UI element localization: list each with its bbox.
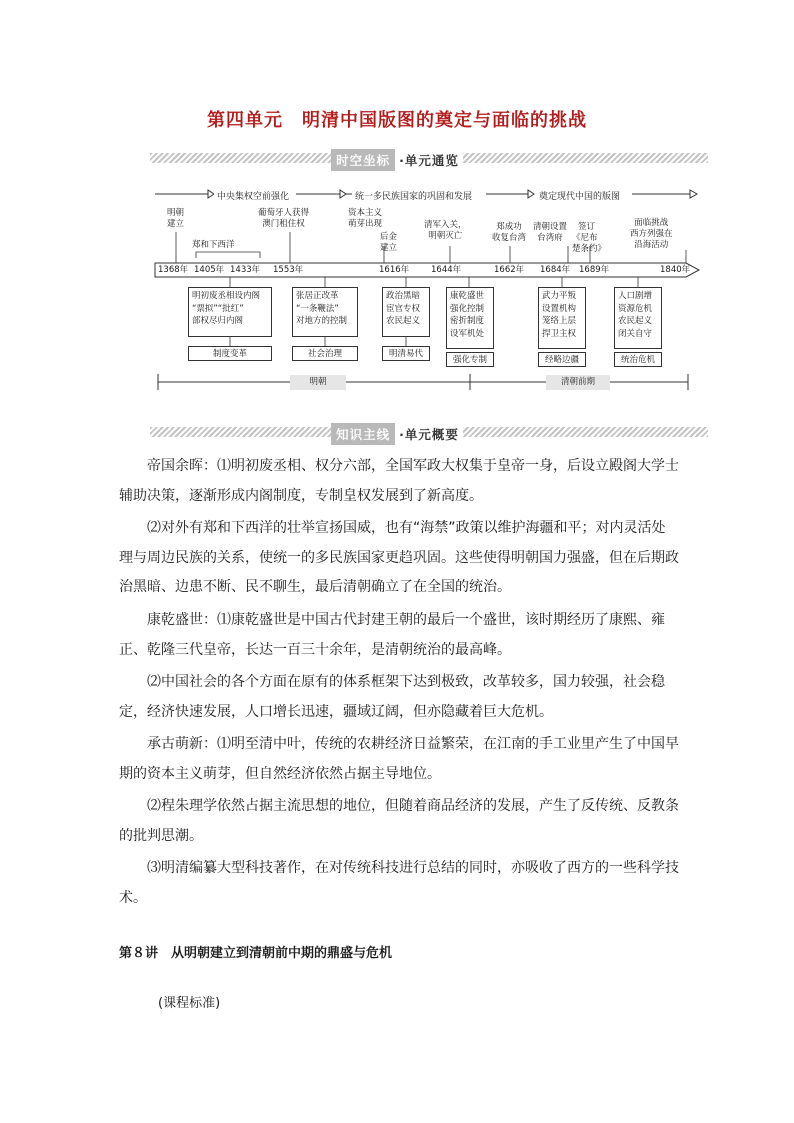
- paragraph-kangqian-2: ⑵中国社会的各个方面在原有的体系框架下达到极致，改革较多，国力较强，社会稳定，经济快速发展，人口增长迅速，疆域辽阔，但亦隐藏着巨大危机。: [119, 674, 665, 720]
- phase-label-3: 奠定现代中国的版图: [536, 189, 623, 202]
- event-nerchinsk: 《尼布 楚条约》: [572, 233, 607, 254]
- section-subtitle: ·单元通览: [395, 149, 463, 171]
- year-label: 1405年: [194, 265, 225, 275]
- phase-arrow-2: [486, 190, 534, 198]
- feature-box-governance: 张居正改革 “一条鞭法” 对地方的控制: [292, 287, 358, 337]
- event-challenges: 面临挑战 西方列强在 沿海活动: [630, 218, 673, 250]
- paragraph-kangqian-1: 康乾盛世：⑴康乾盛世是中国古代封建王朝的最后一个盛世，该时期经历了康熙、雍正、乾隆三代皇帝，长达一百三十余年，是清朝统治的最高峰。: [119, 612, 665, 658]
- event-zhenghe: 郑和下西洋: [192, 240, 235, 250]
- section-heading-summary: [0, 423, 794, 445]
- feature-box-reform: 明初废丞相设内阁 “票拟”“批红” 部权尽归内阁: [188, 287, 272, 337]
- event-ming-founded: 明朝 建立: [167, 208, 185, 229]
- year-label: 1433年: [230, 265, 261, 275]
- section-tag: 知识主线: [331, 423, 395, 445]
- paragraph-heritage-1: 承古萌新：⑴明至清中叶，传统的农耕经济日益繁荣，在江南的手工业里产生了中国早期的资本主义萌芽，但自然经济依然占据主导地位。: [119, 736, 679, 782]
- year-label: 1840年: [660, 265, 691, 275]
- era-early-qing: 清朝前期: [546, 375, 610, 390]
- phase-label-1: 中央集权空前强化: [214, 189, 292, 202]
- event-later-jin: 后金 建立: [380, 232, 398, 253]
- category-governance: 社会治理: [292, 346, 358, 361]
- feature-box-autocracy: 康乾盛世 强化控制 密折制度 设军机处: [446, 287, 494, 349]
- event-portuguese: 葡萄牙人获得 澳门租住权: [258, 208, 310, 229]
- event-taiwan-fu: 清朝设置 台湾府: [533, 222, 568, 243]
- course-standard-label: (课程标准): [158, 996, 221, 1011]
- paragraph-heritage-3: ⑶明清编纂大型科技著作，在对传统科技进行总结的同时，亦吸收了西方的一些科学技术。: [119, 860, 679, 906]
- year-label: 1684年: [540, 265, 571, 275]
- event-zheng: 郑成功 收复台湾: [492, 222, 527, 243]
- phase-arrow-3: [632, 190, 697, 198]
- category-frontier: 经略边疆: [538, 352, 586, 367]
- category-transition: 明清易代: [382, 346, 430, 361]
- paragraph-imperial-twilight-1: 帝国余晖：⑴明初废丞相、权分六部，全国军政大权集于皇帝一身，后设立殿阁大学士辅助决策，逐渐形成内阁制度，专制皇权发展到了新高度。: [119, 458, 679, 504]
- year-label: 1553年: [273, 265, 304, 275]
- unit-title: 第四单元 明清中国版图的奠定与面临的挑战: [207, 110, 587, 131]
- phase-arrow-1b: [296, 190, 346, 198]
- feature-box-transition: 政治黑暗 宦官专权 农民起义: [382, 287, 430, 337]
- paragraph-imperial-twilight-2: ⑵对外有郑和下西洋的壮举宣扬国威，也有“海禁”政策以维护海疆和平；对内灵活处理与周边民族的关系，使统一的多民族国家更趋巩固。这些使得明朝国力强盛，但在后期政治黑暗、边患不断、民不聊生，最后清朝确立了在全国的统治。: [119, 520, 679, 595]
- category-crisis: 统治危机: [614, 352, 662, 367]
- era-ming: 明朝: [290, 375, 346, 390]
- event-capitalism: 资本主义 萌芽出现: [348, 208, 383, 229]
- year-label: 1616年: [379, 265, 410, 275]
- category-autocracy: 强化专制: [446, 352, 494, 367]
- event-nerchinsk-sign: 签订: [578, 222, 596, 232]
- year-label: 1368年: [158, 265, 189, 275]
- event-qing-enter: 清军入关， 明朝灭亡: [424, 220, 467, 241]
- category-reform: 制度变革: [188, 346, 272, 361]
- phase-label-2: 统一多民族国家的巩固和发展: [352, 189, 475, 202]
- phase-arrow-1: [155, 190, 214, 198]
- section-tag: 时空坐标: [331, 149, 395, 171]
- feature-box-frontier: 武力平叛 设置机构 笼络上层 捍卫主权: [538, 287, 586, 349]
- section-subtitle: ·单元概要: [395, 423, 463, 445]
- year-label: 1689年: [579, 265, 610, 275]
- paragraph-heritage-2: ⑵程朱理学依然占据主流思想的地位，但随着商品经济的发展，产生了反传统、反教条的批判思潮。: [119, 798, 679, 844]
- lecture-title: 第８讲 从明朝建立到清朝前中期的鼎盛与危机: [119, 946, 393, 961]
- year-label: 1662年: [494, 265, 525, 275]
- year-label: 1644年: [431, 265, 462, 275]
- feature-box-crisis: 人口剧增 资源危机 农民起义 闭关自守: [614, 287, 662, 349]
